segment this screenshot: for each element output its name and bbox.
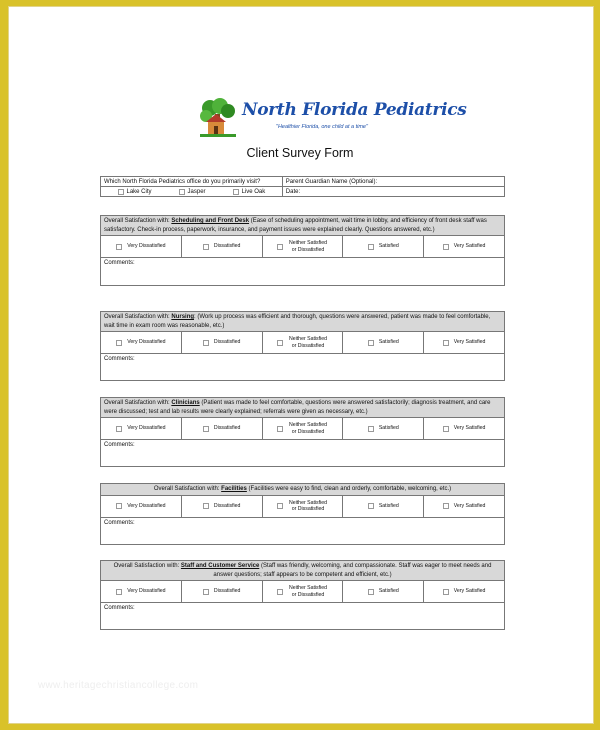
section-heading: Overall Satisfaction with: Staff and Customer Service (Staff was friendly, welcoming, and compassionate. Staff was eager to meet needs and answer questions; staff appears to be competent and efficient, etc.) [101,561,504,581]
rating-dissatisfied[interactable]: Dissatisfied [181,332,262,353]
parent-name-field[interactable]: Parent Guardian Name (Optional): [282,177,504,187]
rating-neutral[interactable]: Neither Satisfied or Dissatisfied [262,581,343,602]
checkbox[interactable] [368,589,374,595]
rating-dissatisfied[interactable]: Dissatisfied [181,236,262,257]
checkbox[interactable] [116,426,122,432]
section-scheduling [100,215,505,286]
section-topic: Clinicians [171,400,200,406]
watermark: www.heritagechristiancollege.com [38,680,199,691]
checkbox[interactable] [443,503,449,509]
section-heading: Overall Satisfaction with: Clinicians (Patient was made to feel comfortable, questions were answered satisfactorily; diagnosis treatment, and care were discussed; test and lab results were clearly explained; referrals were given as necessary, etc.) [101,398,504,418]
checkbox[interactable] [203,503,209,509]
checkbox[interactable] [368,503,374,509]
office-options [101,187,283,197]
checkbox[interactable] [368,426,374,432]
rating-row [101,496,504,518]
rating-row [101,332,504,354]
rating-satisfied[interactable]: Satisfied [342,418,423,439]
checkbox[interactable] [118,189,124,195]
rating-very-dissatisfied[interactable]: Very Dissatisfied [101,332,181,353]
checkbox[interactable] [277,244,283,250]
checkbox[interactable] [203,589,209,595]
rating-very-dissatisfied[interactable]: Very Dissatisfied [101,418,181,439]
section-nursing [100,311,505,381]
rating-very-satisfied[interactable]: Very Satisfied [423,236,504,257]
section-topic: Staff and Customer Service [180,563,260,569]
checkbox[interactable] [277,503,283,509]
office-info-table [100,176,505,197]
section-facilities [100,483,505,545]
checkbox[interactable] [443,244,449,250]
checkbox[interactable] [179,189,185,195]
tree-house-icon [198,98,240,138]
rating-neutral[interactable]: Neither Satisfied or Dissatisfied [262,236,343,257]
comments-field[interactable]: Comments: [104,442,135,448]
rating-dissatisfied[interactable]: Dissatisfied [181,581,262,602]
comments-field[interactable]: Comments: [104,605,135,611]
checkbox[interactable] [443,589,449,595]
checkbox[interactable] [443,340,449,346]
checkbox[interactable] [233,189,239,195]
rating-very-satisfied[interactable]: Very Satisfied [423,418,504,439]
checkbox[interactable] [277,426,283,432]
date-field[interactable]: Date: [282,187,504,197]
checkbox[interactable] [277,340,283,346]
logo-tagline: "Healthier Florida, one child at a time" [276,124,368,130]
section-heading: Overall Satisfaction with: Facilities (Facilities were easy to find, clean and orderly, comfortable, welcoming, etc.) [101,484,504,496]
rating-satisfied[interactable]: Satisfied [342,332,423,353]
section-topic: Facilities [221,486,247,492]
office-option-lake-city[interactable]: Lake City [118,189,152,195]
rating-satisfied[interactable]: Satisfied [342,581,423,602]
section-topic: Nursing [171,314,195,320]
section-heading: Overall Satisfaction with: Scheduling and Front Desk (Ease of scheduling appointment, wait time in lobby, and efficiency of front desk staff was satisfactory. Check-in process, paperwork, insurance, and payment issues were explained clearly. Questions answered, etc.) [101,216,504,236]
rating-row [101,581,504,603]
rating-very-satisfied[interactable]: Very Satisfied [423,332,504,353]
checkbox[interactable] [116,589,122,595]
office-option-live-oak[interactable]: Live Oak [233,189,266,195]
logo-name: North Florida Pediatrics [242,100,467,120]
rating-very-dissatisfied[interactable]: Very Dissatisfied [101,236,181,257]
section-clinicians [100,397,505,467]
checkbox[interactable] [203,340,209,346]
rating-neutral[interactable]: Neither Satisfied or Dissatisfied [262,418,343,439]
section-staff-service [100,560,505,630]
comments-field[interactable]: Comments: [104,356,135,362]
checkbox[interactable] [277,589,283,595]
rating-very-satisfied[interactable]: Very Satisfied [423,581,504,602]
comments-field[interactable]: Comments: [104,260,135,266]
rating-satisfied[interactable]: Satisfied [342,496,423,517]
rating-neutral[interactable]: Neither Satisfied or Dissatisfied [262,496,343,517]
rating-row [101,236,504,258]
form-title: Client Survey Form [246,146,354,160]
checkbox[interactable] [116,503,122,509]
rating-neutral[interactable]: Neither Satisfied or Dissatisfied [262,332,343,353]
checkbox[interactable] [116,340,122,346]
checkbox[interactable] [203,244,209,250]
section-heading: Overall Satisfaction with: Nursing: (Work up process was efficient and thorough, questions were answered, patient was made to feel comfortable, wait time in exam room was reasonable, etc.) [101,312,504,332]
section-topic: Scheduling and Front Desk [171,218,250,224]
rating-dissatisfied[interactable]: Dissatisfied [181,496,262,517]
rating-row [101,418,504,440]
checkbox[interactable] [203,426,209,432]
rating-very-satisfied[interactable]: Very Satisfied [423,496,504,517]
office-option-jasper[interactable]: Jasper [179,189,206,195]
comments-field[interactable]: Comments: [104,519,135,526]
rating-very-dissatisfied[interactable]: Very Dissatisfied [101,496,181,517]
checkbox[interactable] [116,244,122,250]
clinic-logo [198,98,467,140]
rating-very-dissatisfied[interactable]: Very Dissatisfied [101,581,181,602]
rating-dissatisfied[interactable]: Dissatisfied [181,418,262,439]
checkbox[interactable] [368,244,374,250]
rating-satisfied[interactable]: Satisfied [342,236,423,257]
checkbox[interactable] [443,426,449,432]
checkbox[interactable] [368,340,374,346]
office-question: Which North Florida Pediatrics office do you primarily visit? [101,177,283,187]
